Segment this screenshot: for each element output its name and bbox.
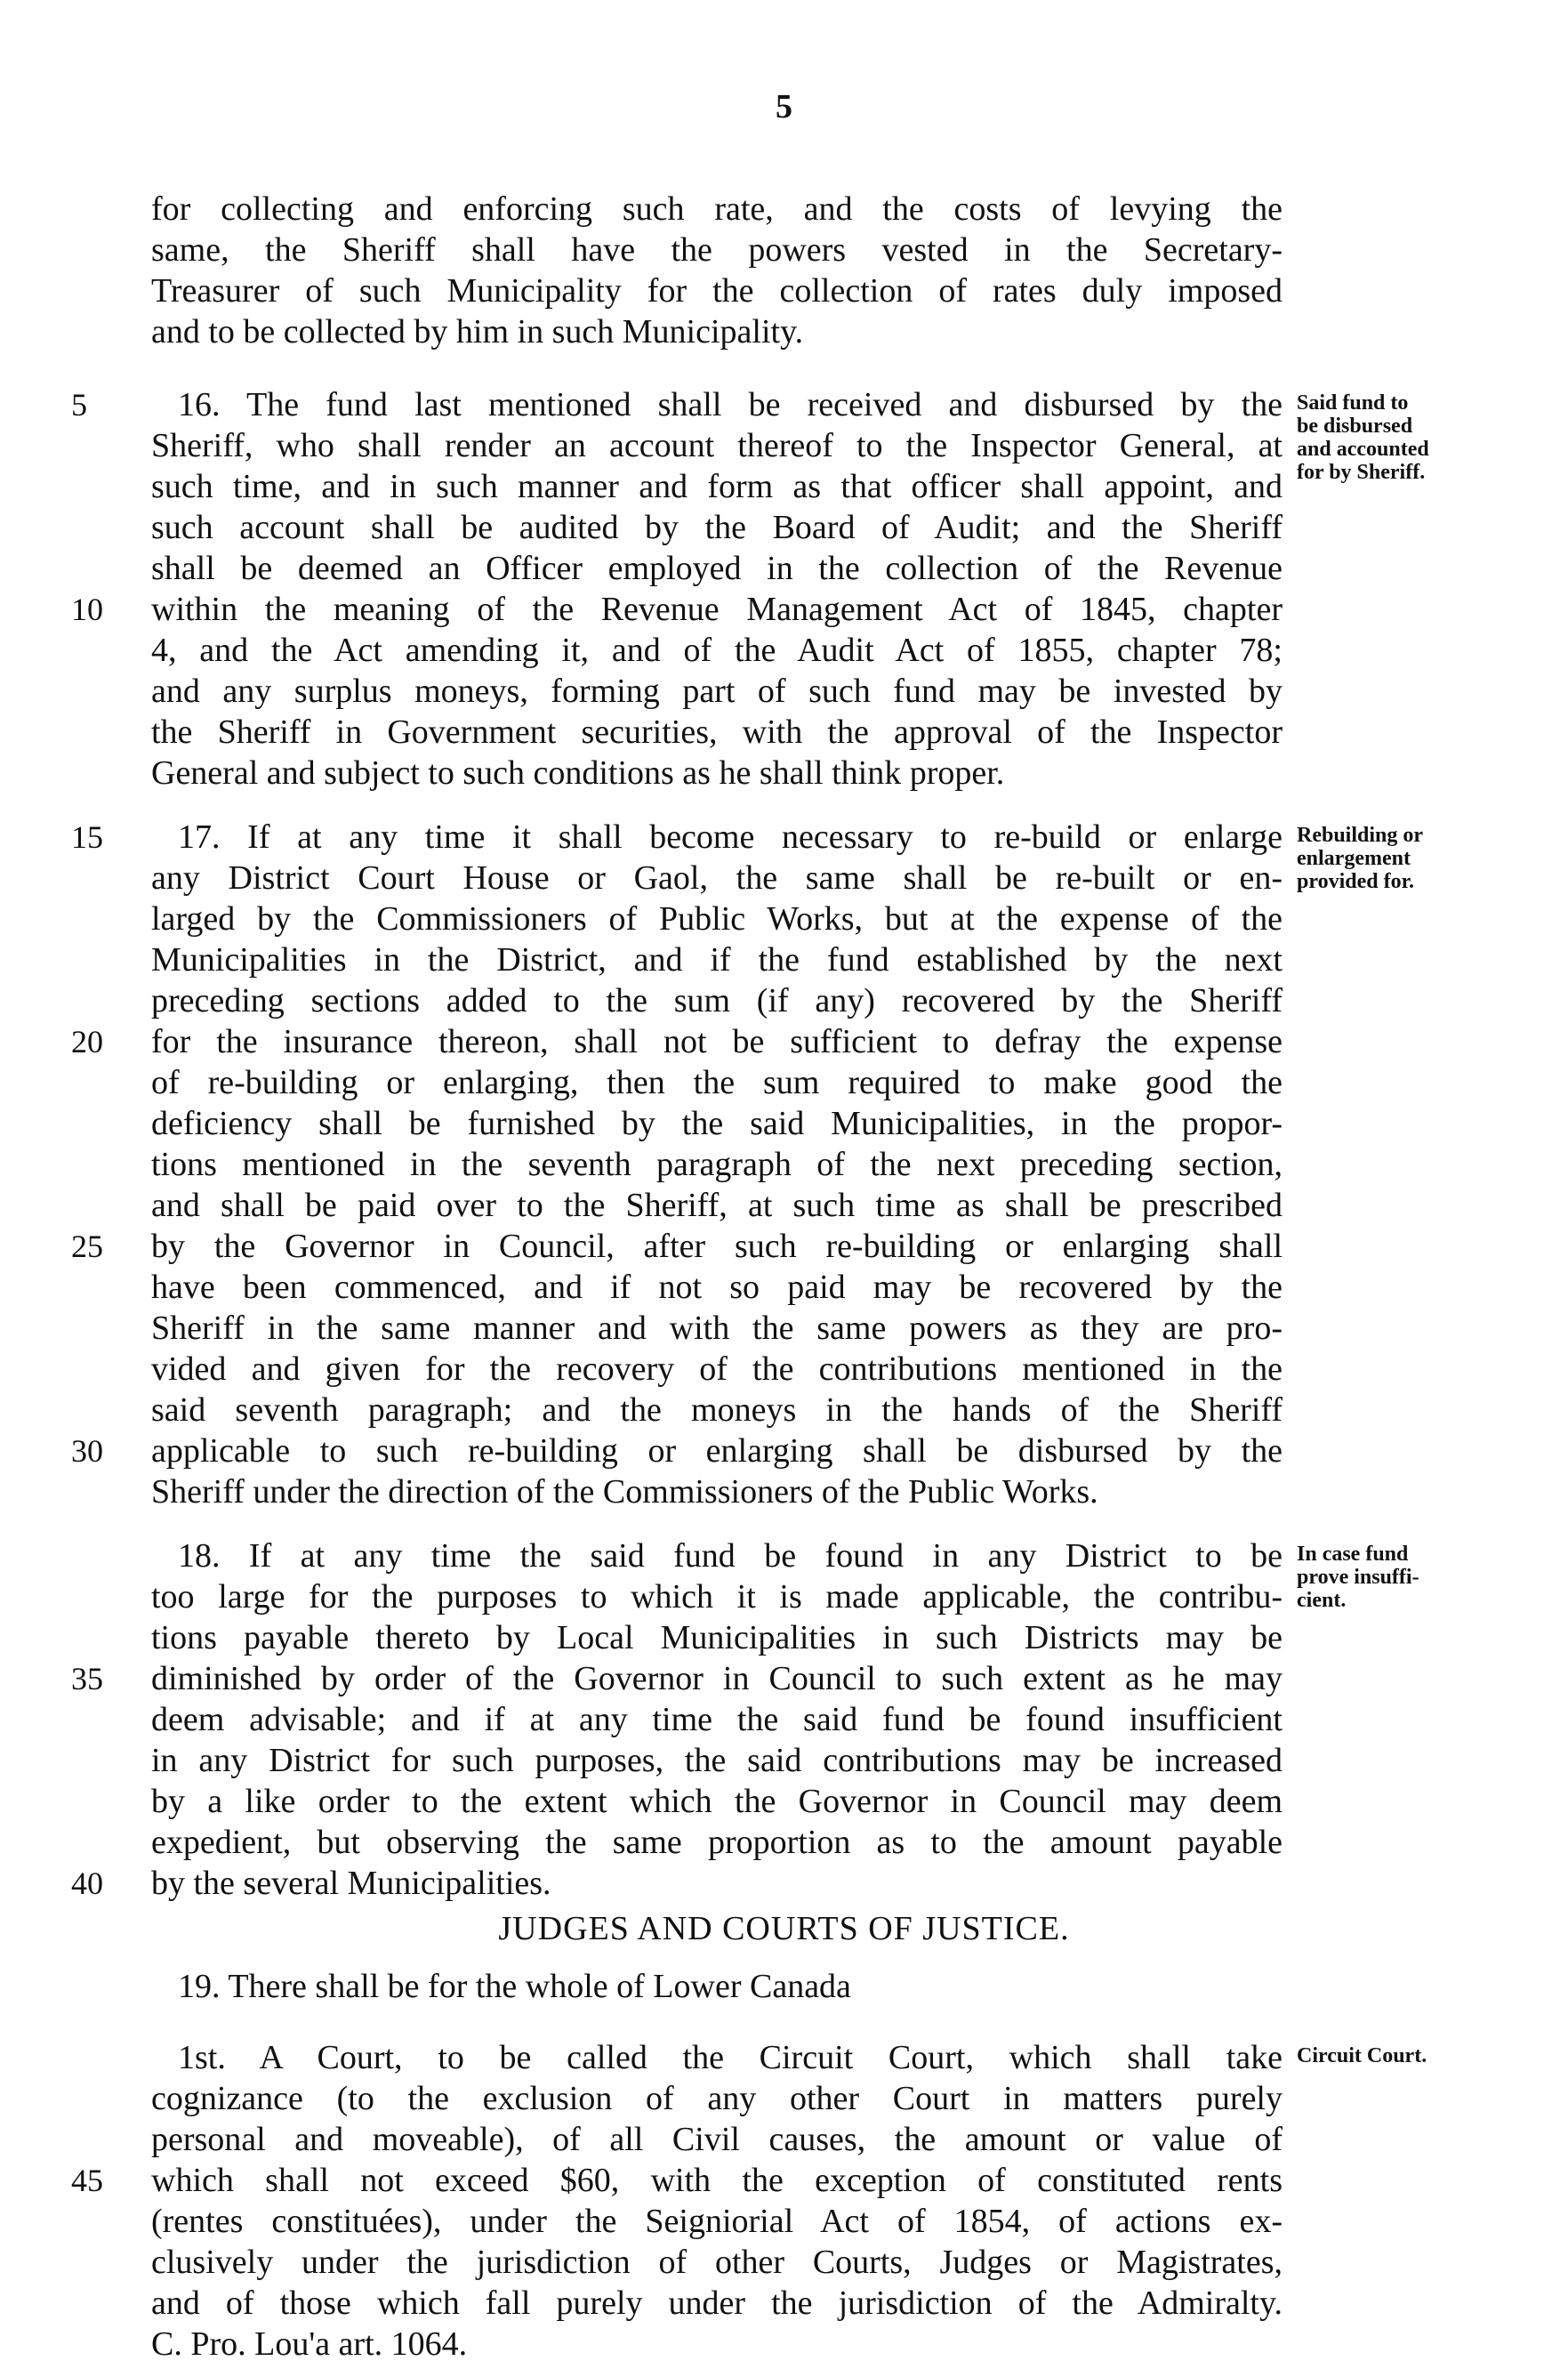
text-line: 16. The fund last mentioned shall be received and disbursed by the — [178, 386, 1283, 423]
text-line: larged by the Commissioners of Public Works, but at the expense of the — [151, 900, 1283, 938]
text-line: and of those which fall purely under the jurisdiction of the Admiralty. — [151, 2284, 1283, 2322]
text-line: have been commenced, and if not so paid may be recovered by the — [151, 1269, 1283, 1306]
text-line: Sheriff under the direction of the Commissioners of the Public Works. — [151, 1473, 1098, 1511]
margin-note-line: for by Sheriff. — [1297, 461, 1426, 484]
text-line: 18. If at any time the said fund be found in any District to be — [178, 1537, 1283, 1575]
text-line: Municipalities in the District, and if the fund established by the next — [151, 941, 1283, 979]
text-line: the Sheriff in Government securities, with the approval of the Inspector — [151, 713, 1283, 751]
text-line: of re-building or enlarging, then the sum required to make good the — [151, 1064, 1283, 1101]
text-line: 4, and the Act amending it, and of the Audit Act of 1855, chapter 78; — [151, 632, 1283, 669]
text-line: for collecting and enforcing such rate, and the costs of levying the — [151, 190, 1283, 228]
margin-note-line: Circuit Court. — [1297, 2044, 1427, 2067]
text-line: expedient, but observing the same proportion as to the amount payable — [151, 1824, 1283, 1861]
text-line: General and subject to such conditions as he shall think proper. — [151, 754, 1005, 792]
text-line: 19. There shall be for the whole of Lower Canada — [178, 1968, 851, 2005]
text-line: (rentes constituées), under the Seigniorial Act of 1854, of actions ex- — [151, 2203, 1283, 2240]
text-line: vided and given for the recovery of the contributions mentioned in the — [151, 1350, 1283, 1388]
text-line: Sheriff, who shall render an account thereof to the Inspector General, at — [151, 427, 1283, 464]
text-line: by the several Municipalities. — [151, 1865, 551, 1902]
text-line: and shall be paid over to the Sheriff, at such time as shall be prescribed — [151, 1187, 1283, 1224]
margin-note-line: Said fund to — [1297, 391, 1409, 415]
margin-note-line: enlargement — [1297, 847, 1411, 870]
text-line: too large for the purposes to which it is made applicable, the contribu- — [151, 1578, 1283, 1616]
text-line: said seventh paragraph; and the moneys in the hands of the Sheriff — [151, 1391, 1283, 1429]
text-line: Treasurer of such Municipality for the collection of rates duly imposed — [151, 272, 1283, 310]
section-heading: JUDGES AND COURTS OF JUSTICE. — [498, 1910, 1070, 1947]
margin-note-line: cient. — [1297, 1589, 1347, 1612]
margin-note-line: prove insuffi- — [1297, 1566, 1419, 1589]
text-line: cognizance (to the exclusion of any other Court in matters purely — [151, 2080, 1283, 2117]
text-line: 17. If at any time it shall become necessary to re-build or enlarge — [178, 818, 1283, 856]
text-line: personal and moveable), of all Civil causes, the amount or value of — [151, 2121, 1283, 2158]
margin-note — [1297, 824, 1564, 893]
text-line: by the Governor in Council, after such re-building or enlarging shall — [151, 1228, 1283, 1265]
text-line: which shall not exceed $60, with the exception of constituted rents — [151, 2162, 1283, 2199]
line-number: 20 — [71, 1024, 103, 1060]
line-number: 5 — [71, 387, 87, 423]
margin-note-line: and accounted — [1297, 438, 1429, 461]
text-line: deem advisable; and if at any time the said fund be found insufficient — [151, 1701, 1283, 1738]
text-line: tions mentioned in the seventh paragraph of the next preceding section, — [151, 1146, 1283, 1183]
line-number: 10 — [71, 592, 103, 627]
text-line: such time, and in such manner and form as that officer shall appoint, and — [151, 468, 1283, 505]
text-line: any District Court House or Gaol, the same shall be re-built or en- — [151, 859, 1283, 897]
margin-note — [1297, 391, 1564, 484]
margin-note-line: Rebuilding or — [1297, 824, 1424, 847]
text-line: clusively under the jurisdiction of other Courts, Judges or Magistrates, — [151, 2244, 1283, 2281]
text-line: such account shall be audited by the Board of Audit; and the Sheriff — [151, 509, 1283, 546]
page-number: 5 — [776, 88, 792, 125]
margin-note — [1297, 1543, 1564, 1612]
text-line: and to be collected by him in such Municipality. — [151, 313, 804, 351]
line-number: 35 — [71, 1661, 103, 1696]
line-number: 45 — [71, 2163, 103, 2198]
text-line: applicable to such re-building or enlarging shall be disbursed by the — [151, 1432, 1283, 1470]
text-line: in any District for such purposes, the said contributions may be increased — [151, 1742, 1283, 1779]
line-number: 15 — [71, 819, 103, 855]
text-line: preceding sections added to the sum (if any) recovered by the Sheriff — [151, 982, 1283, 1019]
text-line: same, the Sheriff shall have the powers vested in the Secretary- — [151, 231, 1283, 269]
line-number: 30 — [71, 1433, 103, 1469]
text-line: tions payable thereto by Local Municipalities in such Districts may be — [151, 1619, 1283, 1656]
text-line: C. Pro. Lou'a art. 1064. — [151, 2325, 468, 2363]
line-number: 25 — [71, 1229, 103, 1264]
text-line: within the meaning of the Revenue Management Act of 1845, chapter — [151, 591, 1283, 628]
margin-note — [1297, 2044, 1564, 2067]
line-number: 40 — [71, 1865, 103, 1901]
margin-note-line: be disbursed — [1297, 415, 1413, 438]
margin-note-line: In case fund — [1297, 1543, 1409, 1566]
text-line: shall be deemed an Officer employed in the collection of the Revenue — [151, 550, 1283, 587]
text-line: and any surplus moneys, forming part of such fund may be invested by — [151, 673, 1283, 710]
text-line: by a like order to the extent which the Governor in Council may deem — [151, 1783, 1283, 1820]
text-line: Sheriff in the same manner and with the same powers as they are pro- — [151, 1309, 1283, 1347]
text-line: for the insurance thereon, shall not be sufficient to defray the expense — [151, 1023, 1283, 1060]
text-line: 1st. A Court, to be called the Circuit Court, which shall take — [178, 2039, 1283, 2076]
text-line: diminished by order of the Governor in Council to such extent as he may — [151, 1660, 1283, 1697]
text-line: deficiency shall be furnished by the said Municipalities, in the propor- — [151, 1105, 1283, 1142]
margin-note-line: provided for. — [1297, 870, 1415, 893]
